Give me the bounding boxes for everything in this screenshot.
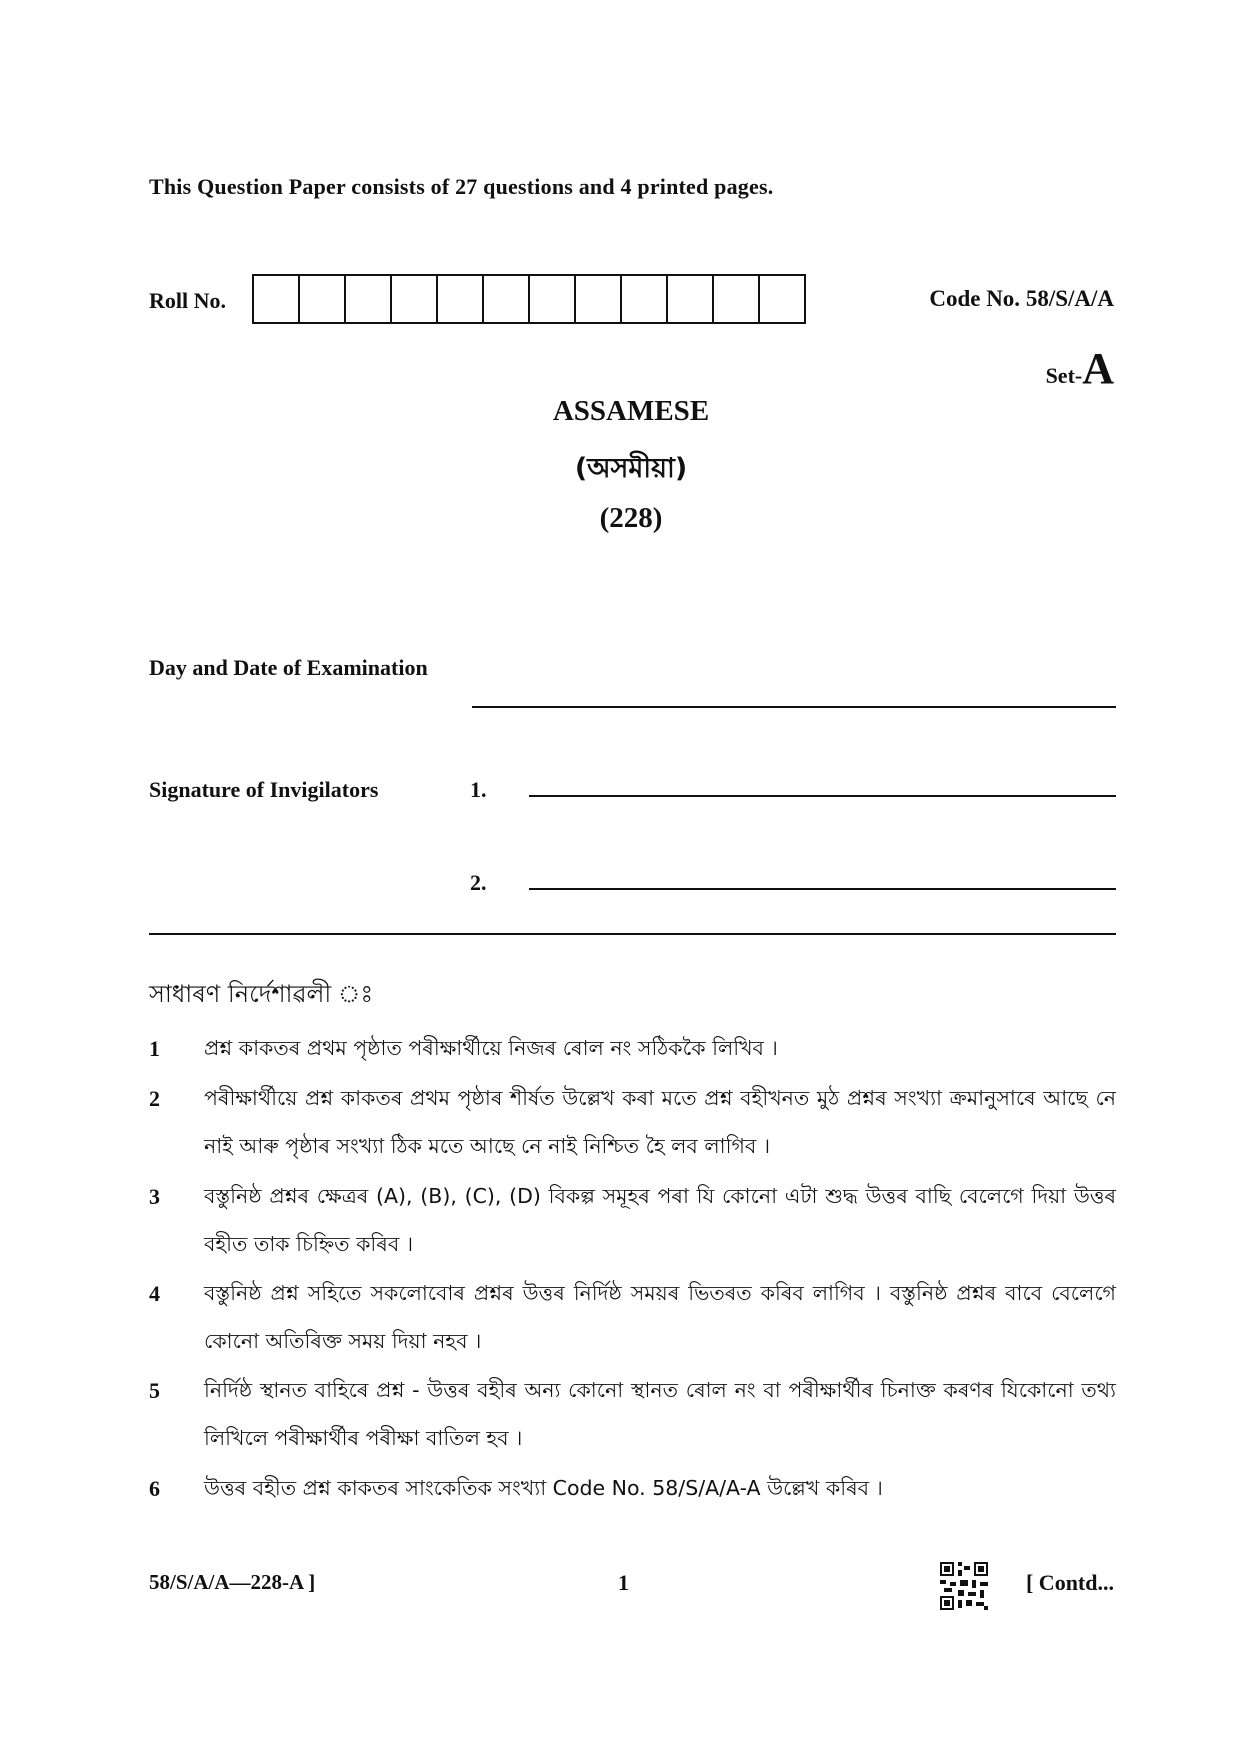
instruction-text: বস্তুনিষ্ঠ প্ৰশ্নৰ ক্ষেত্ৰৰ (A), (B), (C), (D) বিকল্প সমূহৰ পৰা যি কোনো এটা শুদ্ধ উত্তৰ বাছি বেলেগে দিয়া উত্তৰ বহীত তাক চিহ্নিত কৰিব । — [204, 1184, 1116, 1256]
instructions-title: সাধাৰণ নিৰ্দেশাৱলী ঃ — [149, 980, 374, 1008]
instruction-number: 1 — [149, 1036, 160, 1061]
roll-box[interactable] — [760, 276, 804, 322]
instruction-text: প্ৰশ্ন কাকতৰ প্ৰথম পৃষ্ঠাত পৰীক্ষাৰ্থীয়ে নিজৰ ৰোল নং সঠিককৈ লিখিব । — [204, 1036, 778, 1060]
instruction-number: 5 — [149, 1378, 160, 1403]
subject-name: ASSAMESE — [552, 395, 710, 427]
roll-box[interactable] — [530, 276, 576, 322]
signature-2-line[interactable] — [529, 888, 1116, 890]
instruction-text: নিৰ্দিষ্ঠ স্থানত বাহিৰে প্ৰশ্ন - উত্তৰ বহীৰ অন্য কোনো স্থানত ৰোল নং বা পৰীক্ষাৰ্থীৰ চিনাক্ত কৰণৰ যিকোনো তথ্য লিখিলে পৰীক্ষাৰ্থীৰ পৰীক্ষা বাতিল হব । — [204, 1378, 1116, 1450]
code-value: 58/S/A/A — [1025, 286, 1114, 311]
roll-box[interactable] — [714, 276, 760, 322]
roll-no-boxes — [252, 274, 806, 324]
roll-box[interactable] — [438, 276, 484, 322]
roll-box[interactable] — [254, 276, 300, 322]
instruction-text: বস্তুনিষ্ঠ প্ৰশ্ন সহিতে সকলোবোৰ প্ৰশ্নৰ উত্তৰ নিৰ্দিষ্ঠ সময়ৰ ভিতৰত কৰিব লাগিব । বস্তুনিষ্ঠ প্ৰশ্নৰ বাবে বেলেগে কোনো অতিৰিক্ত সময় দিয়া নহব । — [204, 1281, 1116, 1353]
signature-1-number: 1. — [470, 777, 487, 802]
roll-box[interactable] — [300, 276, 346, 322]
roll-box[interactable] — [576, 276, 622, 322]
roll-box[interactable] — [484, 276, 530, 322]
exam-date-line[interactable] — [472, 706, 1116, 708]
roll-box[interactable] — [346, 276, 392, 322]
paper-intro: This Question Paper consists of 27 questions and 4 printed pages. — [149, 174, 774, 199]
footer-paper-code: 58/S/A/A—228-A ] — [149, 1570, 316, 1594]
code-number — [929, 286, 1114, 312]
roll-no-label: Roll No. — [149, 288, 226, 313]
signature-2-number: 2. — [470, 870, 487, 895]
roll-box[interactable] — [622, 276, 668, 322]
instruction-number: 2 — [149, 1086, 160, 1111]
roll-box[interactable] — [392, 276, 438, 322]
subject-code: (228) — [599, 502, 663, 534]
instruction-number: 6 — [149, 1476, 160, 1501]
set-label: Set- — [1045, 363, 1083, 388]
code-label: Code No. — [929, 286, 1021, 311]
instruction-number: 3 — [149, 1184, 160, 1209]
set-indicator — [1046, 343, 1114, 394]
continued-label: [ Contd... — [1025, 1570, 1114, 1595]
set-value: A — [1082, 344, 1114, 393]
invigilator-signature-label: Signature of Invigilators — [149, 777, 379, 802]
instruction-number: 4 — [149, 1281, 160, 1306]
page-number: 1 — [618, 1570, 629, 1595]
section-divider — [149, 933, 1116, 935]
instruction-text: পৰীক্ষাৰ্থীয়ে প্ৰশ্ন কাকতৰ প্ৰথম পৃষ্ঠাৰ শীৰ্ষত উল্লেখ কৰা মতে প্ৰশ্ন বহীখনত মুঠ প্ৰশ্নৰ সংখ্যা ক্ৰমানুসাৰে আছে নে নাই আৰু পৃষ্ঠাৰ সংখ্যা ঠিক মতে আছে নে নাই নিশ্চিত হৈ লব লাগিব । — [204, 1086, 1116, 1158]
instruction-text: উত্তৰ বহীত প্ৰশ্ন কাকতৰ সাংকেতিক সংখ্যা Code No. 58/S/A/A-A উল্লেখ কৰিব । — [204, 1476, 883, 1500]
signature-1-line[interactable] — [529, 795, 1116, 797]
roll-box[interactable] — [668, 276, 714, 322]
qr-code-icon — [940, 1562, 988, 1610]
subject-native-name: (অসমীয়া) — [574, 453, 688, 484]
exam-date-label: Day and Date of Examination — [149, 655, 428, 680]
